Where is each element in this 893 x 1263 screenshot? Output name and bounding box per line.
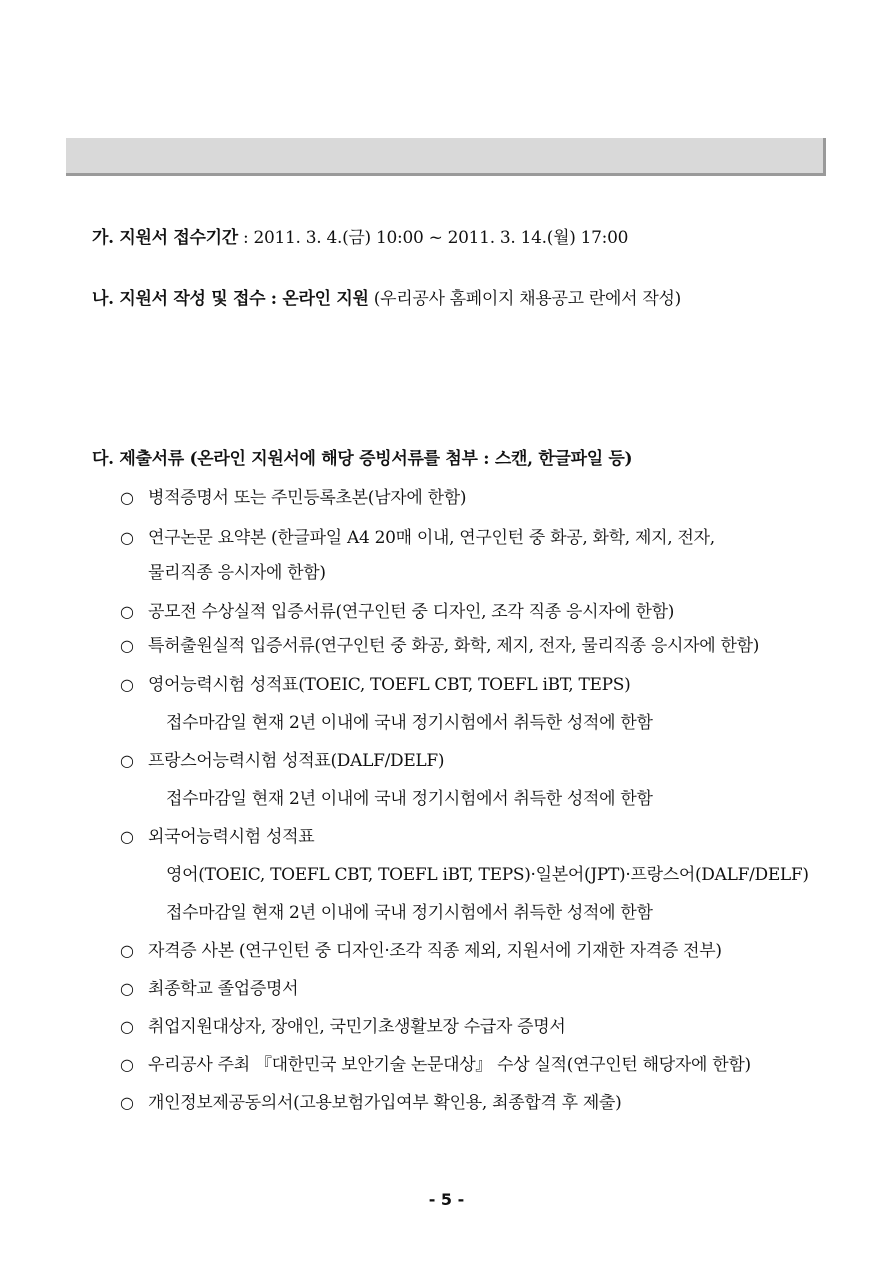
application-period-value: : 2011. 3. 4.(금) 10:00 ~ 2011. 3. 14.(월) 17:00 <box>237 228 629 248</box>
application-period-line <box>92 226 628 250</box>
bullet-circle-icon: ○ <box>120 1017 134 1036</box>
list-item: ○ 프랑스어능력시험 성적표(DALF/DELF) <box>120 751 445 771</box>
list-item-note: 접수마감일 현재 2년 이내에 국내 정기시험에서 취득한 성적에 한함 <box>166 903 653 923</box>
bullet-circle-icon: ○ <box>120 1055 134 1074</box>
list-item: ○ 병적증명서 또는 주민등록초본(남자에 한함) <box>120 488 467 508</box>
list-item: ○ 자격증 사본 (연구인턴 중 디자인·조각 직종 제외, 지원서에 기재한 자격증 전부) <box>120 941 722 961</box>
bullet-circle-icon: ○ <box>120 827 134 846</box>
list-item: ○ 개인정보제공동의서(고용보험가입여부 확인용, 최종합격 후 제출) <box>120 1093 622 1113</box>
list-item-note: 영어(TOEIC, TOEFL CBT, TOEFL iBT, TEPS)·일본어(JPT)·프랑스어(DALF/DELF) <box>166 865 809 885</box>
bullet-circle-icon: ○ <box>120 528 134 547</box>
list-item: ○ 외국어능력시험 성적표 <box>120 827 315 847</box>
bullet-circle-icon: ○ <box>120 941 134 960</box>
list-item: ○ 최종학교 졸업증명서 <box>120 979 299 999</box>
list-item: ○ 취업지원대상자, 장애인, 국민기초생활보장 수급자 증명서 <box>120 1017 566 1037</box>
list-item-note: 접수마감일 현재 2년 이내에 국내 정기시험에서 취득한 성적에 한함 <box>166 789 653 809</box>
list-item: ○ 영어능력시험 성적표(TOEIC, TOEFL CBT, TOEFL iBT, TEPS) <box>120 675 631 695</box>
list-item: ○ 연구논문 요약본 (한글파일 A4 20매 이내, 연구인턴 중 화공, 화학, 제지, 전자, <box>120 528 715 548</box>
bullet-circle-icon: ○ <box>120 488 134 507</box>
list-item: ○ 공모전 수상실적 입증서류(연구인턴 중 디자인, 조각 직종 응시자에 한함) <box>120 602 675 622</box>
list-item-continuation: 물리직종 응시자에 한함) <box>148 563 326 583</box>
list-item: ○ 특허출원실적 입증서류(연구인턴 중 화공, 화학, 제지, 전자, 물리직종 응시자에 한함) <box>120 636 760 656</box>
application-method-line <box>92 287 681 311</box>
section-header-bar <box>66 138 826 176</box>
bullet-circle-icon: ○ <box>120 979 134 998</box>
application-method-value: (우리공사 홈페이지 채용공고 란에서 작성) <box>368 289 681 309</box>
application-period-label: 가. 지원서 접수기간 <box>92 228 238 248</box>
bullet-circle-icon: ○ <box>120 675 134 694</box>
page-number: - 5 - <box>428 1190 465 1209</box>
bullet-circle-icon: ○ <box>120 602 134 621</box>
bullet-circle-icon: ○ <box>120 751 134 770</box>
list-item: ○ 우리공사 주최 『대한민국 보안기술 논문대상』 수상 실적(연구인턴 해당자에 한함) <box>120 1055 751 1075</box>
application-method-label: 나. 지원서 작성 및 접수 : 온라인 지원 <box>92 289 369 309</box>
bullet-circle-icon: ○ <box>120 636 134 655</box>
bullet-circle-icon: ○ <box>120 1093 134 1112</box>
list-item-note: 접수마감일 현재 2년 이내에 국내 정기시험에서 취득한 성적에 한함 <box>166 713 653 733</box>
documents-heading: 다. 제출서류 (온라인 지원서에 해당 증빙서류를 첨부 : 스캔, 한글파일 등) <box>92 449 633 469</box>
